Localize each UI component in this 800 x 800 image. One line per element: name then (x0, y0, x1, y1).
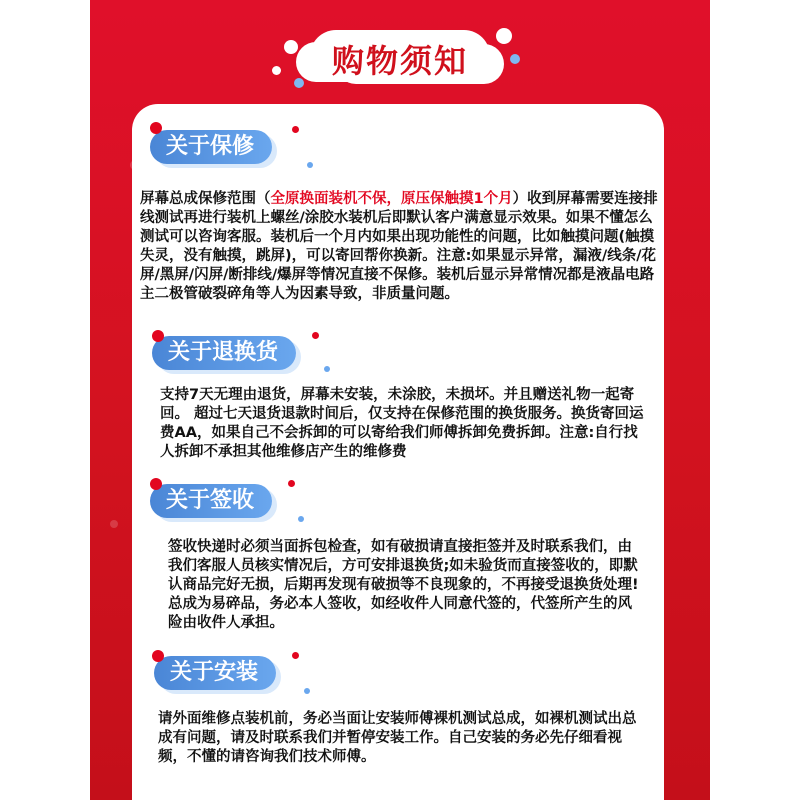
section-heading-signing-label: 关于签收 (166, 488, 255, 513)
dot-decoration (152, 650, 164, 662)
dot-decoration (288, 480, 295, 487)
section-warranty-text: 屏幕总成保修范围（全原换面装机不保，原压保触摸1个月）收到屏幕需要连接排线测试再进行装机上螺丝/涂胶水装机后即默认客户满意显示效果。如果不懂怎么测试可以咨询客服。装机后一个月内如果出现功能性的问题，比如触摸问题(触摸失灵，没有触摸，跳屏)，可以寄回帮你换新。注意:如果显示异常，漏液/线条/花屏/黑屏/闪屏/断排线/爆屏等情况直接不保修。装机后显示异常情况都是液晶电路主二极管破裂碎角等人为因素导致，非质量问题。 (140, 191, 658, 302)
dot-decoration (292, 126, 299, 133)
dot-decoration (307, 162, 313, 168)
section-heading-installation-label: 关于安装 (170, 660, 259, 685)
dot-decoration (150, 478, 162, 490)
section-heading-signing (150, 484, 272, 518)
section-heading-installation (154, 656, 276, 690)
section-heading-warranty (150, 130, 272, 164)
content-card (132, 104, 664, 800)
section-signing-text: 签收快递时必须当面拆包检查，如有破损请直接拒签并及时联系我们，由我们客服人员核实情况后，方可安排退换货;如未验货而直接签收的，即默认商品完好无损，后期再发现有破损等不良现象的，不再接受退换货处理!总成为易碎品，务必本人签收，如经收件人同意代签的，代签所产生的风险由收件人承担。 (168, 539, 639, 631)
section-installation-text: 请外面维修点装机前，务必当面让安装师傅裸机测试总成，如裸机测试出总成有问题，请及时联系我们并暂停安装工作。自己安装的务必先仔细看视频，不懂的请咨询我们技术师傅。 (158, 711, 637, 765)
dot-decoration (324, 366, 330, 372)
dot-decoration (292, 652, 299, 659)
section-heading-warranty-label: 关于保修 (166, 134, 255, 159)
section-heading-returns-label: 关于退换货 (168, 340, 279, 365)
dot-decoration (304, 688, 310, 694)
dot-decoration (298, 516, 304, 522)
page-title: 购物须知 (331, 42, 468, 80)
warranty-highlight: 全原换面装机不保，原压保触摸1个月 (270, 191, 513, 207)
title-banner (300, 22, 500, 92)
section-heading-returns (152, 336, 296, 370)
dot-decoration (312, 332, 319, 339)
section-returns-text: 支持7天无理由退货，屏幕未安装，未涂胶，未损坏。并且赠送礼物一起寄回。 超过七天退货退款时间后，仅支持在保修范围的换货服务。换货寄回运费AA，如果自己不会拆卸的可以寄给我们师傅拆卸免费拆卸。注意:自行找人拆卸不承担其他维修店产生的维修费 (160, 387, 644, 460)
dot-decoration (152, 330, 164, 342)
dot-decoration (150, 122, 162, 134)
